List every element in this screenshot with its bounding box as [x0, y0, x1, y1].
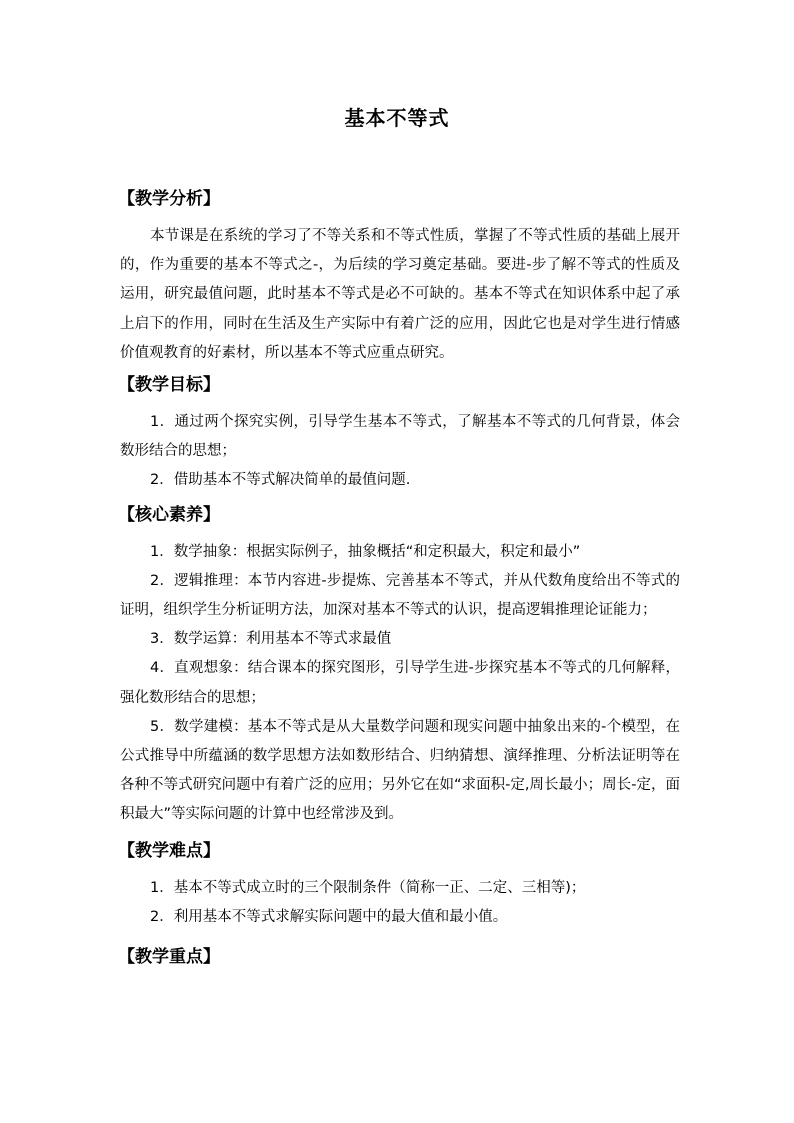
- section-heading: 【教学难点】: [118, 840, 220, 861]
- list-item: 5．数学建模：基本不等式是从大量数学问题和现实问题中抽象出来的-个模型，在公式推导中所蕴涵的数学思想方法如数形结合、归纳猜想、演绎推理、分析法证明等在各种不等式研究问题中有着广泛的应用；另外它在如“求面积-定,周长最小；周长-定，面积最大”等实际问题的计算中也经常涉及到。: [120, 718, 680, 823]
- document-body: [120, 184, 680, 972]
- list-item: 3．数学运算：利用基本不等式求最值: [150, 631, 392, 648]
- section-teaching-key-points: [120, 942, 680, 972]
- section-heading: 【教学分析】: [118, 189, 220, 209]
- list-item: 1．通过两个探究实例，引导学生基本不等式，了解基本不等式的几何背景，体会数形结合的思想；: [120, 414, 680, 460]
- section-heading: 【核心素养】: [118, 504, 220, 525]
- section-heading: 【教学重点】: [118, 947, 220, 968]
- section-heading: 【教学目标】: [118, 375, 220, 396]
- list-item: 2．借助基本不等式解决简单的最值问题.: [150, 472, 411, 489]
- section-core-competencies: [120, 500, 680, 830]
- document-title: 基本不等式: [344, 106, 450, 130]
- list-item: 2．逻辑推理：本节内容进-步提炼、完善基本不等式，并从代数角度给出不等式的证明，组织学生分析证明方法，加深对基本不等式的认识，提高逻辑推理论证能力；: [120, 572, 680, 619]
- list-item: 1．数学抽象：根据实际例子，抽象概括“和定积最大，积定和最小”: [150, 543, 581, 560]
- list-item: 4．直观想象：结合课本的探究图形，引导学生进-步探究基本不等式的几何解释，强化数形结合的思想；: [120, 660, 680, 706]
- section-teaching-analysis: [120, 184, 680, 368]
- list-item: 1．基本不等式成立时的三个限制条件（简称一正、二定、三相等)；: [150, 879, 586, 896]
- section-teaching-objectives: [120, 370, 680, 496]
- list-item: 2．利用基本不等式求解实际问题中的最大值和最小值。: [150, 908, 508, 925]
- paragraph: 本节课是在系统的学习了不等关系和不等式性质，掌握了不等式性质的基础上展开的，作为重要的基本不等式之-，为后续的学习奠定基础。要进-步了解不等式的性质及运用，研究最值问题，此时基本不等式是必不可缺的。基本不等式在知识体系中起了承上启下的作用，同时在生活及生产实际中有着广泛的应用，因此它也是对学生进行情感价值观教育的好素材，所以基本不等式应重点研究。: [120, 228, 680, 361]
- section-teaching-difficulties: [120, 836, 680, 932]
